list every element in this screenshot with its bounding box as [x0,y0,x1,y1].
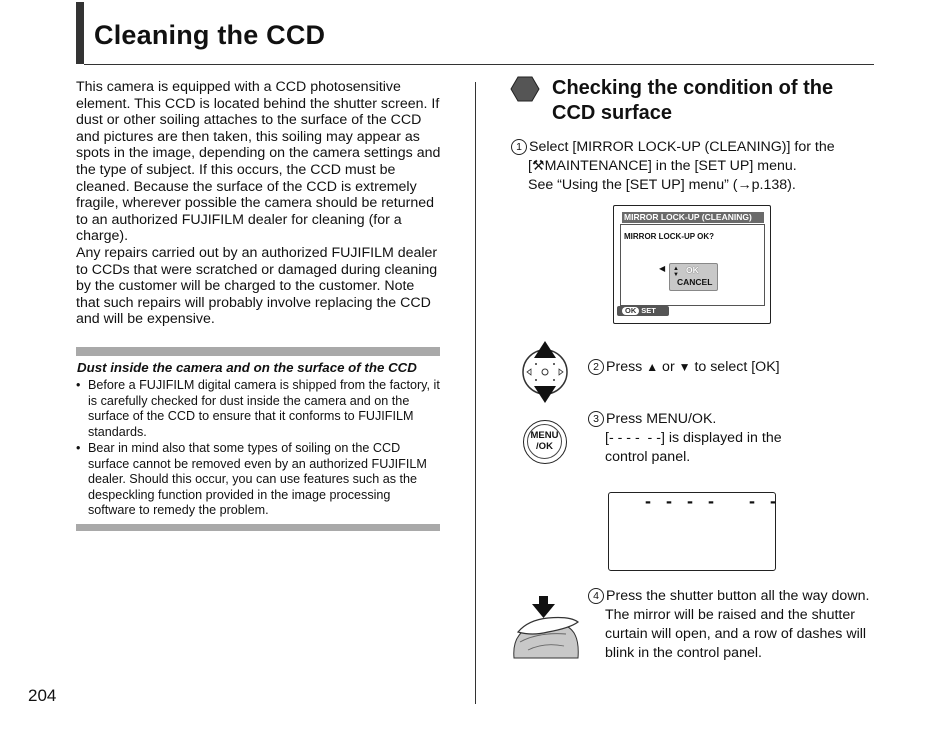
column-divider [475,82,476,704]
step-1-text-2: [⚒MAINTENANCE] in the [SET UP] menu. [528,158,797,174]
step-4-text-4: blink in the control panel. [605,645,762,661]
step-3-text-1: Press MENU/OK. [606,411,717,427]
menu-ok-button-icon [523,420,567,464]
intro-paragraph-2: Any repairs carried out by an authorized FUJIFILM dealer to CCDs that were scratched or damaged during cleaning by the customer will be charged to the customer. Note that such repairs will probably involve replacing the CCD and will be expensive. [76,244,438,328]
step-number-4: 4 [588,588,604,604]
lcd-option-ok: OK [686,265,699,275]
note-top-bar [76,347,440,356]
lcd-option-box [669,263,718,291]
step-3-line-1 [588,410,868,429]
dpad-up-down-icon [519,340,571,404]
step-4-line-1 [588,587,883,606]
note-title: Dust inside the camera and on the surface of the CCD [77,360,417,375]
step-4 [588,587,883,663]
step-2-text-mid: or [658,359,679,375]
step-number-2: 2 [588,359,604,375]
menu-ok-label [524,430,565,452]
lcd-updown-icon: ▲ ▼ [673,266,679,278]
step-number-3: 3 [588,411,604,427]
step-3 [588,410,868,467]
step-number-1: 1 [511,139,527,155]
lcd-ok-badge: OK [622,307,639,315]
step-4-text-3: curtain will open, and a row of dashes will [605,626,867,642]
step-1-text-1: Select [MIRROR LOCK-UP (CLEANING)] for the [529,139,835,155]
step-1-line-1 [511,138,871,157]
step-1 [511,138,871,195]
lcd-ok-set-hint [617,306,669,316]
bullet-dot: • [76,378,81,392]
lcd-menu-title: MIRROR LOCK-UP (CLEANING) [622,212,764,223]
note-bullet-2-text: Bear in mind also that some types of soiling on the CCD surface cannot be removed even by an authorized FUJIFILM dealer. Should this occur, you can use features such as the despeckling function provided in the image processing software to remedy the problem. [88,441,427,517]
step-1-text-3: See “Using the [SET UP] menu” (→p.138). [528,177,796,193]
intro-text [76,79,441,328]
lcd-set-label: SET [641,306,656,315]
control-panel-display [608,491,781,571]
step-4-text-1: Press the shutter button all the way down. [606,588,870,604]
step-2-text-post: to select [OK] [690,359,780,375]
hexagon-icon [510,76,540,102]
up-triangle-icon: ▲ [646,360,659,374]
section-title: Checking the condition of the CCD surface [552,77,834,124]
lcd-left-arrow-icon: ◀ [659,264,666,273]
control-panel-dashes: - - - - - - [645,491,781,511]
step-2-text-pre: Press [606,359,647,375]
ok-label: /OK [536,441,553,452]
note-bottom-bar [76,524,440,531]
lcd-screen [613,205,771,324]
menu-label: MENU [530,430,559,441]
note-bullets [76,378,441,519]
step-3-text-3: control panel. [605,449,691,465]
step-4-text-2: The mirror will be raised and the shutter [605,607,855,623]
note-bullet-2 [76,441,441,519]
bullet-dot: • [76,441,81,455]
title-accent-bar [76,2,84,64]
note-bullet-1-text: Before a FUJIFILM digital camera is shipped from the factory, it is carefully checked for dust inside the camera and on the surface of the CCD to ensure that it conforms to FUJIFILM standards. [88,378,440,439]
down-triangle-icon: ▼ [678,360,691,374]
title-underline [84,64,874,65]
lcd-question: MIRROR LOCK-UP OK? [624,232,715,241]
step-2 [588,358,868,377]
lcd-option-cancel: CANCEL [677,277,713,287]
note-bullet-1 [76,378,441,440]
page-title: Cleaning the CCD [94,20,326,50]
page-number: 204 [28,686,57,705]
shutter-press-icon [508,592,582,662]
intro-paragraph-1: This camera is equipped with a CCD photosensitive element. This CCD is located behind the shutter screen. If dust or other soiling attaches to the surface of the CCD and pictures are then taken, this soiling may appear as spots in the image, depending on the camera settings and the type of subject. If this occurs, the CCD must be cleaned. Because the surface of the CCD is extremely fragile, wherever possible the camera should be returned to an authorized FUJIFILM dealer for cleaning (for a charge). [76,79,441,245]
step-3-text-2: [- - - - - -] is displayed in the [605,430,782,446]
